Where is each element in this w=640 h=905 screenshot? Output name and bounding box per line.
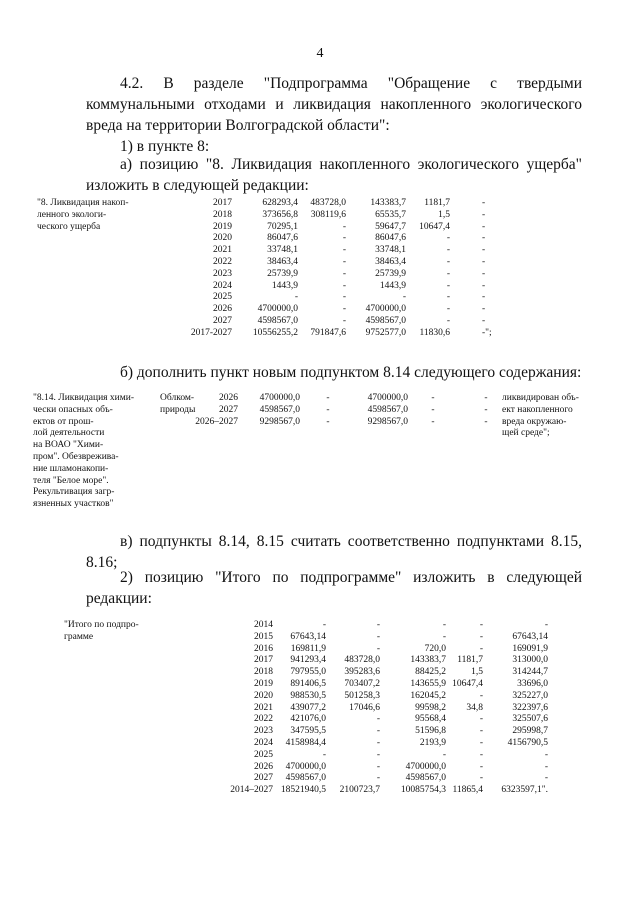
cell-loc: - xyxy=(479,631,483,642)
cell-total: 9298567,0 xyxy=(259,416,300,427)
cell-reg: 4598567,0 xyxy=(405,773,446,784)
cell-reg: 99598,2 xyxy=(415,702,446,713)
cell-fed: - xyxy=(376,620,380,630)
cell-total: 1443,9 xyxy=(271,280,298,291)
cell-ext: - xyxy=(482,245,486,256)
table-row xyxy=(0,620,640,632)
cell-reg: 10085754,3 xyxy=(400,785,446,796)
cell-ext: 33696,0 xyxy=(517,678,548,689)
cell-loc: - xyxy=(479,643,483,654)
cell-total: - xyxy=(322,620,326,630)
table-row xyxy=(0,773,640,785)
cell-reg: 143655,9 xyxy=(410,678,446,689)
table-row xyxy=(0,655,640,667)
cell-fed: - xyxy=(376,631,380,642)
cell-fed: - xyxy=(342,315,346,326)
cell-total: 25739,9 xyxy=(267,268,298,279)
t2-name-line: Рекультивация загр- xyxy=(33,487,115,498)
cell-fed: 703407,2 xyxy=(344,678,380,689)
cell-reg: - xyxy=(442,631,446,642)
t2-name-line: ектов от прош- xyxy=(33,416,94,427)
cell-year: 2015 xyxy=(254,631,273,642)
cell-loc: - xyxy=(479,714,483,725)
cell-reg: 1443,9 xyxy=(379,280,406,291)
cell-fed: 308119,6 xyxy=(310,209,346,220)
cell-total: 988530,5 xyxy=(290,690,326,701)
cell-fed: - xyxy=(376,749,380,760)
table-row xyxy=(0,198,640,210)
cell-year: 2022 xyxy=(213,256,232,267)
cell-fed: 501258,3 xyxy=(344,690,380,701)
t1-values xyxy=(0,198,640,340)
table-row xyxy=(0,316,640,328)
cell-reg: 720,0 xyxy=(424,643,446,654)
cell-total: 439077,2 xyxy=(290,702,326,713)
cell-reg: 4700000,0 xyxy=(367,393,408,403)
table-row xyxy=(0,762,640,774)
cell-total: 941293,4 xyxy=(290,655,326,666)
cell-year: 2018 xyxy=(213,209,232,220)
table-row xyxy=(0,714,640,726)
cell-year: 2017 xyxy=(213,198,232,208)
cell-fed: - xyxy=(376,643,380,654)
intro-line-1: 4.2. В разделе "Подпрограмма "Обращение с твердыми xyxy=(120,75,582,92)
cell-loc: - xyxy=(446,304,450,315)
cell-year: 2017 xyxy=(254,655,273,666)
t2-name-line: "8.14. Ликвидация хими- xyxy=(33,393,135,403)
cell-reg: 51596,8 xyxy=(415,726,446,737)
t2-executor-line: Облком- xyxy=(160,393,195,403)
cell-ext: 295998,7 xyxy=(512,726,548,737)
cell-ext: - xyxy=(544,761,548,772)
cell-total: 70295,1 xyxy=(267,221,298,232)
cell-year: 2019 xyxy=(254,678,273,689)
table-row xyxy=(0,750,640,762)
cell-ext: - xyxy=(484,416,488,427)
item2-line-2: редакции: xyxy=(86,590,152,607)
cell-fed: - xyxy=(376,773,380,784)
cell-reg: 86047,6 xyxy=(375,233,406,244)
cell-loc: - xyxy=(446,315,450,326)
cell-ext: - xyxy=(544,749,548,760)
page-number: 4 xyxy=(316,46,324,61)
table-row xyxy=(0,328,640,340)
cell-year: 2023 xyxy=(254,726,273,737)
cell-ext: - xyxy=(544,620,548,630)
cell-fed: - xyxy=(342,221,346,232)
cell-total: - xyxy=(294,292,298,303)
cell-fed: - xyxy=(342,256,346,267)
cell-loc: - xyxy=(431,404,435,415)
cell-year: 2016 xyxy=(254,643,273,654)
cell-year: 2026 xyxy=(219,393,238,403)
c-line-1: в) подпункты 8.14, 8.15 считать соответственно подпунктами 8.15, xyxy=(120,533,582,550)
cell-loc: - xyxy=(431,416,435,427)
table-row xyxy=(0,703,640,715)
cell-reg: 33748,1 xyxy=(375,245,406,256)
table-row xyxy=(0,304,640,316)
cell-fed: - xyxy=(326,404,330,415)
intro-line-2: коммунальными отходами и ликвидация накопленного экологического xyxy=(86,96,582,113)
cell-year: 2014–2027 xyxy=(230,785,273,796)
cell-ext: 314244,7 xyxy=(512,667,548,678)
cell-loc: - xyxy=(479,620,483,630)
cell-total: 4700000,0 xyxy=(285,761,326,772)
cell-fed: - xyxy=(342,233,346,244)
cell-total: 347595,5 xyxy=(290,726,326,737)
cell-loc: - xyxy=(479,773,483,784)
table-row xyxy=(0,785,640,797)
t2-result-line: ект накопленного xyxy=(502,404,573,415)
cell-total: 33748,1 xyxy=(267,245,298,256)
cell-fed: 17046,6 xyxy=(349,702,380,713)
cell-year: 2027 xyxy=(254,773,273,784)
t2-result xyxy=(502,393,610,440)
cell-loc: - xyxy=(479,726,483,737)
cell-ext: 322397,6 xyxy=(512,702,548,713)
cell-ext: - xyxy=(482,256,486,267)
cell-year: 2018 xyxy=(254,667,273,678)
cell-fed: - xyxy=(376,737,380,748)
cell-loc: - xyxy=(446,292,450,303)
cell-loc: - xyxy=(446,280,450,291)
t2-name-line: чески опасных объ- xyxy=(33,404,113,415)
cell-fed: - xyxy=(376,714,380,725)
t2-name-line: на ВОАО "Хими- xyxy=(33,440,104,451)
cell-loc: 11865,4 xyxy=(452,785,483,796)
cell-total: - xyxy=(322,749,326,760)
cell-year: 2019 xyxy=(213,221,232,232)
cell-total: 4158984,4 xyxy=(285,737,326,748)
cell-year: 2026 xyxy=(254,761,273,772)
t2-result-line: щей среде"; xyxy=(502,428,550,439)
cell-total: 10556255,2 xyxy=(252,327,298,338)
table-row xyxy=(0,210,640,222)
cell-year: 2022 xyxy=(254,714,273,725)
cell-total: 4598567,0 xyxy=(285,773,326,784)
cell-year: 2025 xyxy=(254,749,273,760)
cell-ext: 67643,14 xyxy=(512,631,548,642)
cell-total: 797955,0 xyxy=(290,667,326,678)
cell-total: 67643,14 xyxy=(290,631,326,642)
cell-reg: 88425,2 xyxy=(415,667,446,678)
cell-loc: - xyxy=(446,233,450,244)
cell-year: 2020 xyxy=(254,690,273,701)
table-row xyxy=(0,245,640,257)
cell-reg: 4700000,0 xyxy=(365,304,406,315)
t2-executor-line: природы xyxy=(160,404,196,415)
cell-ext: - xyxy=(484,404,488,415)
cell-total: 86047,6 xyxy=(267,233,298,244)
t3-name-line: грамме xyxy=(64,631,94,642)
t3-values xyxy=(0,620,640,797)
cell-ext: -"; xyxy=(482,327,492,338)
cell-ext: - xyxy=(482,233,486,244)
cell-ext: - xyxy=(544,773,548,784)
cell-ext: - xyxy=(482,292,486,303)
cell-reg: 4598567,0 xyxy=(367,404,408,415)
table-row xyxy=(0,281,640,293)
cell-total: 373656,8 xyxy=(262,209,298,220)
cell-fed: - xyxy=(342,268,346,279)
intro-line-6: изложить в следующей редакции: xyxy=(86,177,309,194)
cell-ext: - xyxy=(482,304,486,315)
cell-fed: - xyxy=(376,726,380,737)
table-row xyxy=(0,726,640,738)
t2-result-line: ликвидирован объ- xyxy=(502,393,579,403)
cell-reg: 4700000,0 xyxy=(405,761,446,772)
cell-reg: - xyxy=(442,620,446,630)
cell-reg: 2193,9 xyxy=(419,737,446,748)
t2-name-line: теля "Белое море". xyxy=(33,475,109,486)
cell-loc: - xyxy=(479,761,483,772)
cell-year: 2021 xyxy=(213,245,232,256)
cell-loc: - xyxy=(479,749,483,760)
cell-fed: 483728,0 xyxy=(310,198,346,208)
item2-line-1: 2) позицию "Итого по подпрограмме" изложить в следующей xyxy=(120,569,582,586)
cell-fed: - xyxy=(326,393,330,403)
cell-year: 2025 xyxy=(213,292,232,303)
cell-total: 38463,4 xyxy=(267,256,298,267)
cell-ext: 169091,9 xyxy=(512,643,548,654)
cell-ext: 325507,6 xyxy=(512,714,548,725)
cell-reg: 95568,4 xyxy=(415,714,446,725)
cell-year: 2024 xyxy=(213,280,232,291)
cell-reg: 65535,7 xyxy=(375,209,406,220)
c-line-2: 8.16; xyxy=(86,554,118,571)
b-paragraph: б) дополнить пункт новым подпунктом 8.14 следующего содержания: xyxy=(120,364,582,381)
table-row xyxy=(0,679,640,691)
table-row xyxy=(0,222,640,234)
table-row xyxy=(0,738,640,750)
cell-year: 2014 xyxy=(254,620,273,630)
cell-reg: 143383,7 xyxy=(410,655,446,666)
cell-year: 2027 xyxy=(213,315,232,326)
cell-loc: 11830,6 xyxy=(419,327,450,338)
cell-loc: 1,5 xyxy=(471,667,483,678)
cell-loc: 10647,4 xyxy=(419,221,450,232)
cell-loc: 10647,4 xyxy=(452,678,483,689)
cell-year: 2023 xyxy=(213,268,232,279)
cell-fed: - xyxy=(376,761,380,772)
cell-fed: - xyxy=(342,304,346,315)
cell-year: 2020 xyxy=(213,233,232,244)
cell-ext: - xyxy=(482,209,486,220)
cell-loc: 1181,7 xyxy=(424,198,450,208)
table-row xyxy=(0,233,640,245)
cell-reg: - xyxy=(402,292,406,303)
cell-reg: 38463,4 xyxy=(375,256,406,267)
cell-fed: - xyxy=(342,280,346,291)
cell-reg: 9752577,0 xyxy=(365,327,406,338)
cell-total: 4700000,0 xyxy=(259,393,300,403)
cell-total: 169811,9 xyxy=(290,643,326,654)
cell-ext: - xyxy=(482,198,486,208)
cell-reg: 25739,9 xyxy=(375,268,406,279)
cell-loc: - xyxy=(446,245,450,256)
table-row xyxy=(0,292,640,304)
cell-total: 421076,0 xyxy=(290,714,326,725)
cell-fed: - xyxy=(342,245,346,256)
cell-loc: - xyxy=(479,690,483,701)
t2-result-line: вреда окружаю- xyxy=(502,416,567,427)
cell-fed: 791847,6 xyxy=(310,327,346,338)
cell-fed: - xyxy=(326,416,330,427)
cell-total: 891406,5 xyxy=(290,678,326,689)
cell-total: 4598567,0 xyxy=(257,315,298,326)
cell-year: 2024 xyxy=(254,737,273,748)
cell-year: 2027 xyxy=(219,404,238,415)
cell-year: 2026–2027 xyxy=(195,416,238,427)
cell-reg: 4598567,0 xyxy=(365,315,406,326)
cell-fed: - xyxy=(342,292,346,303)
t2-name-line: язненных участков" xyxy=(33,499,114,510)
t2-name-line: пром". Обезврежива- xyxy=(33,451,119,462)
cell-ext: - xyxy=(482,268,486,279)
cell-total: 628293,4 xyxy=(262,198,298,208)
cell-ext: - xyxy=(482,315,486,326)
cell-loc: - xyxy=(479,737,483,748)
cell-ext: 325227,0 xyxy=(512,690,548,701)
t2-name-line: ние шламонакопи- xyxy=(33,463,109,474)
intro-line-5: а) позицию "8. Ликвидация накопленного экологического ущерба" xyxy=(120,156,582,173)
cell-loc: - xyxy=(431,393,435,403)
cell-loc: 34,8 xyxy=(466,702,483,713)
t3-name-line: "Итого по подпро- xyxy=(64,620,139,630)
cell-total: 4598567,0 xyxy=(259,404,300,415)
t1-name-line: ленного экологи- xyxy=(37,209,107,220)
t2-name-line: лой деятельности xyxy=(33,428,105,439)
table-row xyxy=(0,269,640,281)
cell-loc: - xyxy=(446,256,450,267)
cell-reg: - xyxy=(442,749,446,760)
cell-reg: 162045,2 xyxy=(410,690,446,701)
cell-ext: 4156790,5 xyxy=(507,737,548,748)
cell-loc: 1181,7 xyxy=(457,655,483,666)
cell-ext: 6323597,1". xyxy=(501,785,548,796)
cell-fed: 483728,0 xyxy=(344,655,380,666)
cell-reg: 143383,7 xyxy=(370,198,406,208)
table-row xyxy=(0,257,640,269)
table-row xyxy=(0,667,640,679)
cell-loc: 1,5 xyxy=(438,209,450,220)
cell-total: 18521940,5 xyxy=(280,785,326,796)
cell-fed: 395283,6 xyxy=(344,667,380,678)
cell-loc: - xyxy=(446,268,450,279)
cell-ext: - xyxy=(482,280,486,291)
cell-reg: 9298567,0 xyxy=(367,416,408,427)
table-row xyxy=(0,691,640,703)
cell-reg: 59647,7 xyxy=(375,221,406,232)
table-row xyxy=(0,644,640,656)
cell-year: 2021 xyxy=(254,702,273,713)
cell-total: 4700000,0 xyxy=(257,304,298,315)
cell-year: 2017-2027 xyxy=(190,327,232,338)
cell-year: 2026 xyxy=(213,304,232,315)
t1-name-line: ческого ущерба xyxy=(37,221,101,232)
intro-line-4: 1) в пункте 8: xyxy=(120,138,210,155)
t1-name-line: "8. Ликвидация накоп- xyxy=(37,198,129,208)
table-row xyxy=(0,632,640,644)
cell-ext: - xyxy=(484,393,488,403)
intro-line-3: вреда на территории Волгоградской области": xyxy=(86,117,390,134)
cell-fed: 2100723,7 xyxy=(339,785,380,796)
cell-ext: - xyxy=(482,221,486,232)
cell-ext: 313000,0 xyxy=(512,655,548,666)
